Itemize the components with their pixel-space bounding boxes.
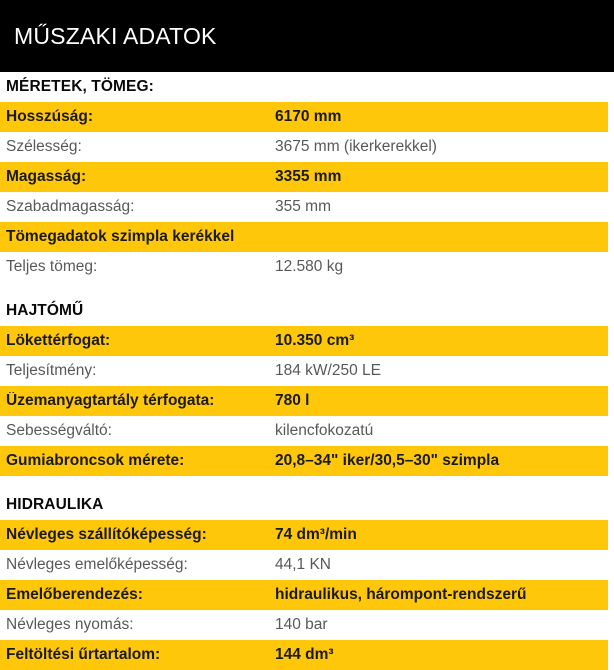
table-row xyxy=(0,610,608,640)
spec-label: Üzemanyagtartály térfogata: xyxy=(6,392,215,409)
spec-value: 140 bar xyxy=(275,616,328,633)
table-row xyxy=(0,386,608,416)
spec-label: Szélesség: xyxy=(6,138,82,155)
page-title: MŰSZAKI ADATOK xyxy=(14,22,217,49)
section-heading: MÉRETEK, TÖMEG: xyxy=(0,72,614,102)
spec-label: Lökettérfogat: xyxy=(6,332,111,349)
table-row xyxy=(0,640,608,670)
spec-value: hidraulikus, hárompont-rendszerű xyxy=(275,586,527,603)
table-row xyxy=(0,162,608,192)
spec-value: 184 kW/250 LE xyxy=(275,362,381,379)
spec-value: 3675 mm (ikerkerekkel) xyxy=(275,138,437,155)
spec-label: Teljesítmény: xyxy=(6,362,97,379)
table-row xyxy=(0,102,608,132)
spec-value: kilencfokozatú xyxy=(275,422,374,439)
table-row xyxy=(0,326,608,356)
spec-label: Teljes tömeg: xyxy=(6,258,98,275)
spec-label: Feltöltési űrtartalom: xyxy=(6,646,161,663)
spec-label: Névleges emelőképesség: xyxy=(6,556,188,573)
spec-value: 44,1 KN xyxy=(275,556,332,573)
table-row xyxy=(0,550,608,580)
spec-label: Névleges szállítóképesség: xyxy=(6,526,207,543)
spec-value: 355 mm xyxy=(275,198,331,215)
table-row xyxy=(0,252,608,282)
spec-label: Névleges nyomás: xyxy=(6,616,134,633)
table-row xyxy=(0,580,608,610)
spec-label: Gumiabroncsok mérete: xyxy=(6,452,185,469)
spec-label: Emelőberendezés: xyxy=(6,586,143,603)
spec-value: 6170 mm xyxy=(275,108,342,125)
table-row xyxy=(0,416,608,446)
spec-value: 3355 mm xyxy=(275,168,342,185)
spec-value: 780 l xyxy=(275,392,310,409)
spec-value: 144 dm³ xyxy=(275,646,334,663)
spec-label: Szabadmagasság: xyxy=(6,198,135,215)
specifications-table xyxy=(0,72,614,670)
section-heading: HAJTÓMŰ xyxy=(0,296,614,326)
section-heading: HIDRAULIKA xyxy=(0,490,614,520)
table-row xyxy=(0,132,608,162)
spec-label: Hosszúság: xyxy=(6,108,93,125)
spec-value: 10.350 cm³ xyxy=(275,332,355,349)
table-row xyxy=(0,520,608,550)
title-bar xyxy=(0,0,614,72)
spec-value: 12.580 kg xyxy=(275,258,344,275)
spec-value: 74 dm³/min xyxy=(275,526,357,543)
table-row xyxy=(0,192,608,222)
table-row xyxy=(0,222,608,252)
spec-label: Magasság: xyxy=(6,168,87,185)
spec-label: Sebességváltó: xyxy=(6,422,112,439)
table-row xyxy=(0,446,608,476)
spec-label: Tömegadatok szimpla kerékkel xyxy=(6,228,235,245)
table-row xyxy=(0,356,608,386)
spec-value: 20,8–34" iker/30,5–30" szimpla xyxy=(275,452,500,469)
